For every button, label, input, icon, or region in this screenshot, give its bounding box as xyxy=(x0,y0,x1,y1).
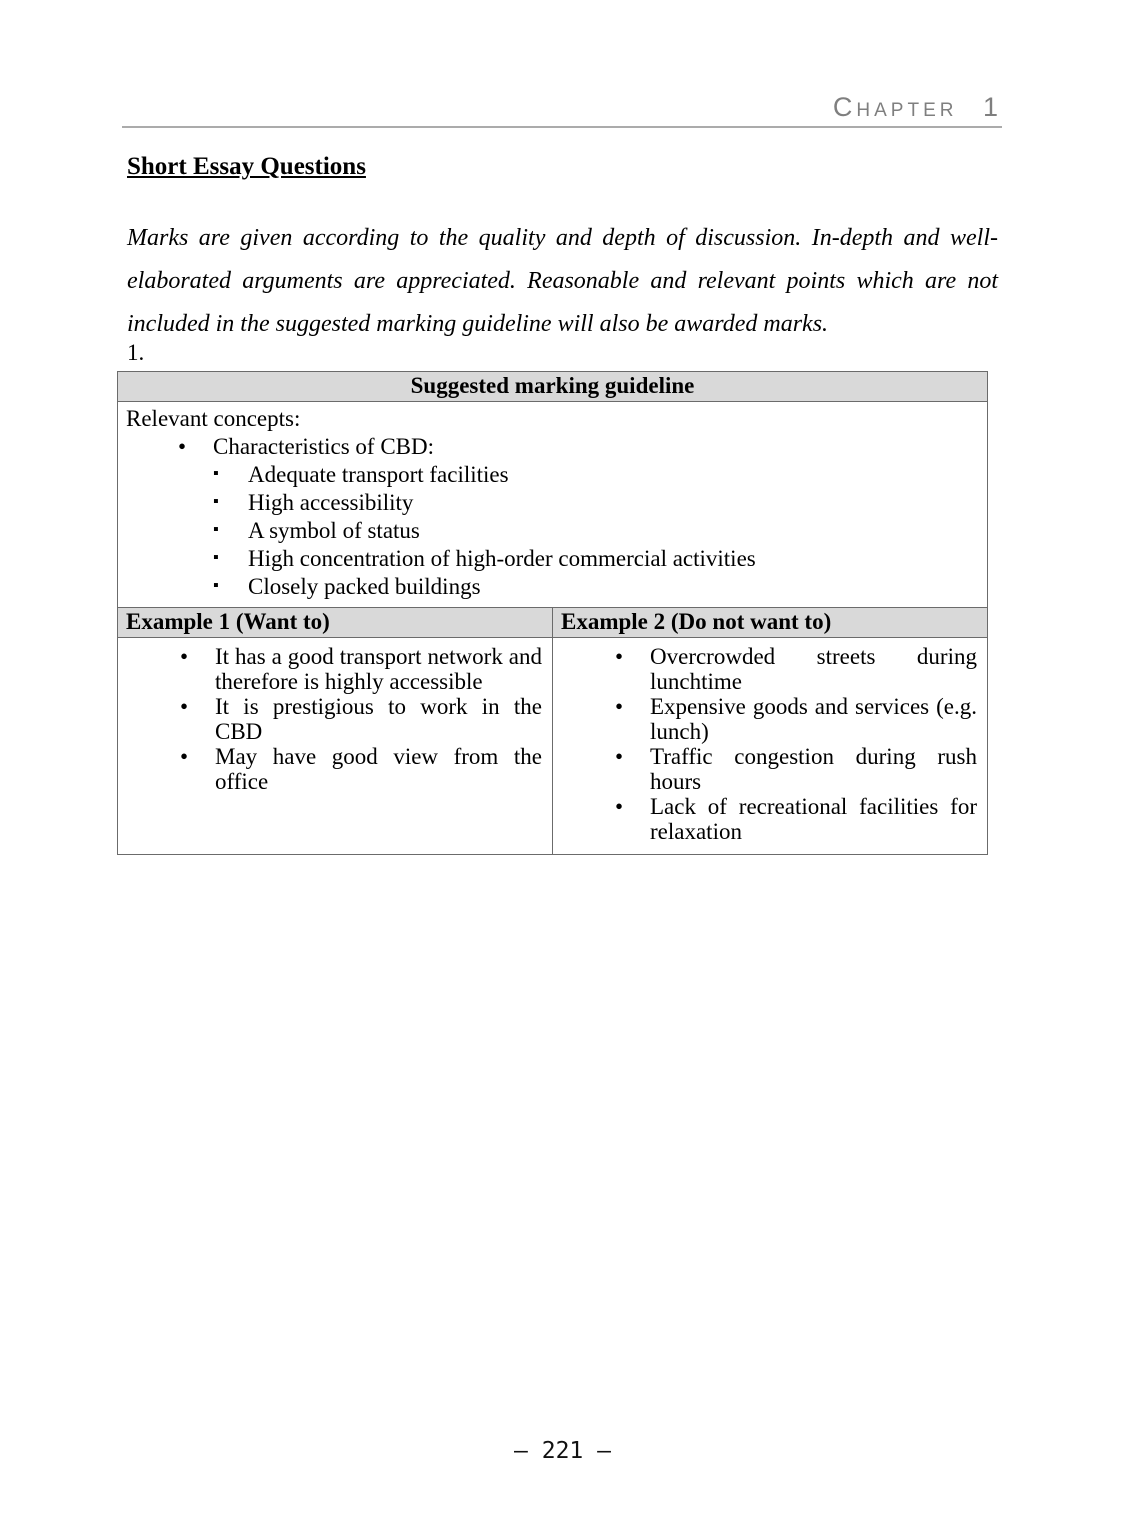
chapter-title: Chapter 1 xyxy=(832,92,1002,122)
concept-sub-bullet: ▪ High concentration of high-order commercial activities xyxy=(126,545,979,573)
page-number: – 221 – xyxy=(514,1438,611,1464)
chapter-header xyxy=(122,92,1002,128)
concept-sub-bullet: ▪ A symbol of status xyxy=(126,517,979,545)
example2-header: Example 2 (Do not want to) xyxy=(553,608,988,638)
example2-bullet: • Lack of recreational facilities for relaxation xyxy=(563,794,977,844)
section-heading: Short Essay Questions xyxy=(127,153,366,180)
example1-cell xyxy=(118,638,553,855)
example-header-row xyxy=(118,608,988,638)
concept-sub-bullet: ▪ High accessibility xyxy=(126,489,979,517)
concepts-sub-bullet-list xyxy=(126,461,979,601)
concept-sub-bullet: ▪ Closely packed buildings xyxy=(126,573,979,601)
concept-sub-bullet: ▪ Adequate transport facilities xyxy=(126,461,979,489)
example1-bullet: • May have good view from the office xyxy=(128,744,542,794)
example1-bullet-list xyxy=(128,644,542,794)
table-title: Suggested marking guideline xyxy=(118,372,988,402)
example2-bullet-list xyxy=(563,644,977,844)
example1-header: Example 1 (Want to) xyxy=(118,608,553,638)
concepts-label: Relevant concepts: xyxy=(126,406,301,431)
marking-guideline-table xyxy=(117,371,988,855)
example2-bullet: • Traffic congestion during rush hours xyxy=(563,744,977,794)
example2-cell xyxy=(553,638,988,855)
intro-paragraph: Marks are given according to the quality and depth of discussion. In-depth and well-elaborated arguments are appreciated. Reasonable and relevant points which are not included in the suggested marking guideline will also be awarded marks. xyxy=(127,225,998,337)
example1-bullet: • It has a good transport network and therefore is highly accessible xyxy=(128,644,542,694)
example1-bullet: • It is prestigious to work in the CBD xyxy=(128,694,542,744)
concept-bullet: • Characteristics of CBD: xyxy=(126,433,979,461)
concepts-row xyxy=(118,402,988,608)
concepts-bullet-list xyxy=(126,433,979,461)
example2-bullet: • Expensive goods and services (e.g. lunch) xyxy=(563,694,977,744)
example2-bullet: • Overcrowded streets during lunchtime xyxy=(563,644,977,694)
table-title-row xyxy=(118,372,988,402)
example-content-row xyxy=(118,638,988,855)
question-number: 1. xyxy=(127,340,145,365)
concepts-cell xyxy=(118,402,988,608)
